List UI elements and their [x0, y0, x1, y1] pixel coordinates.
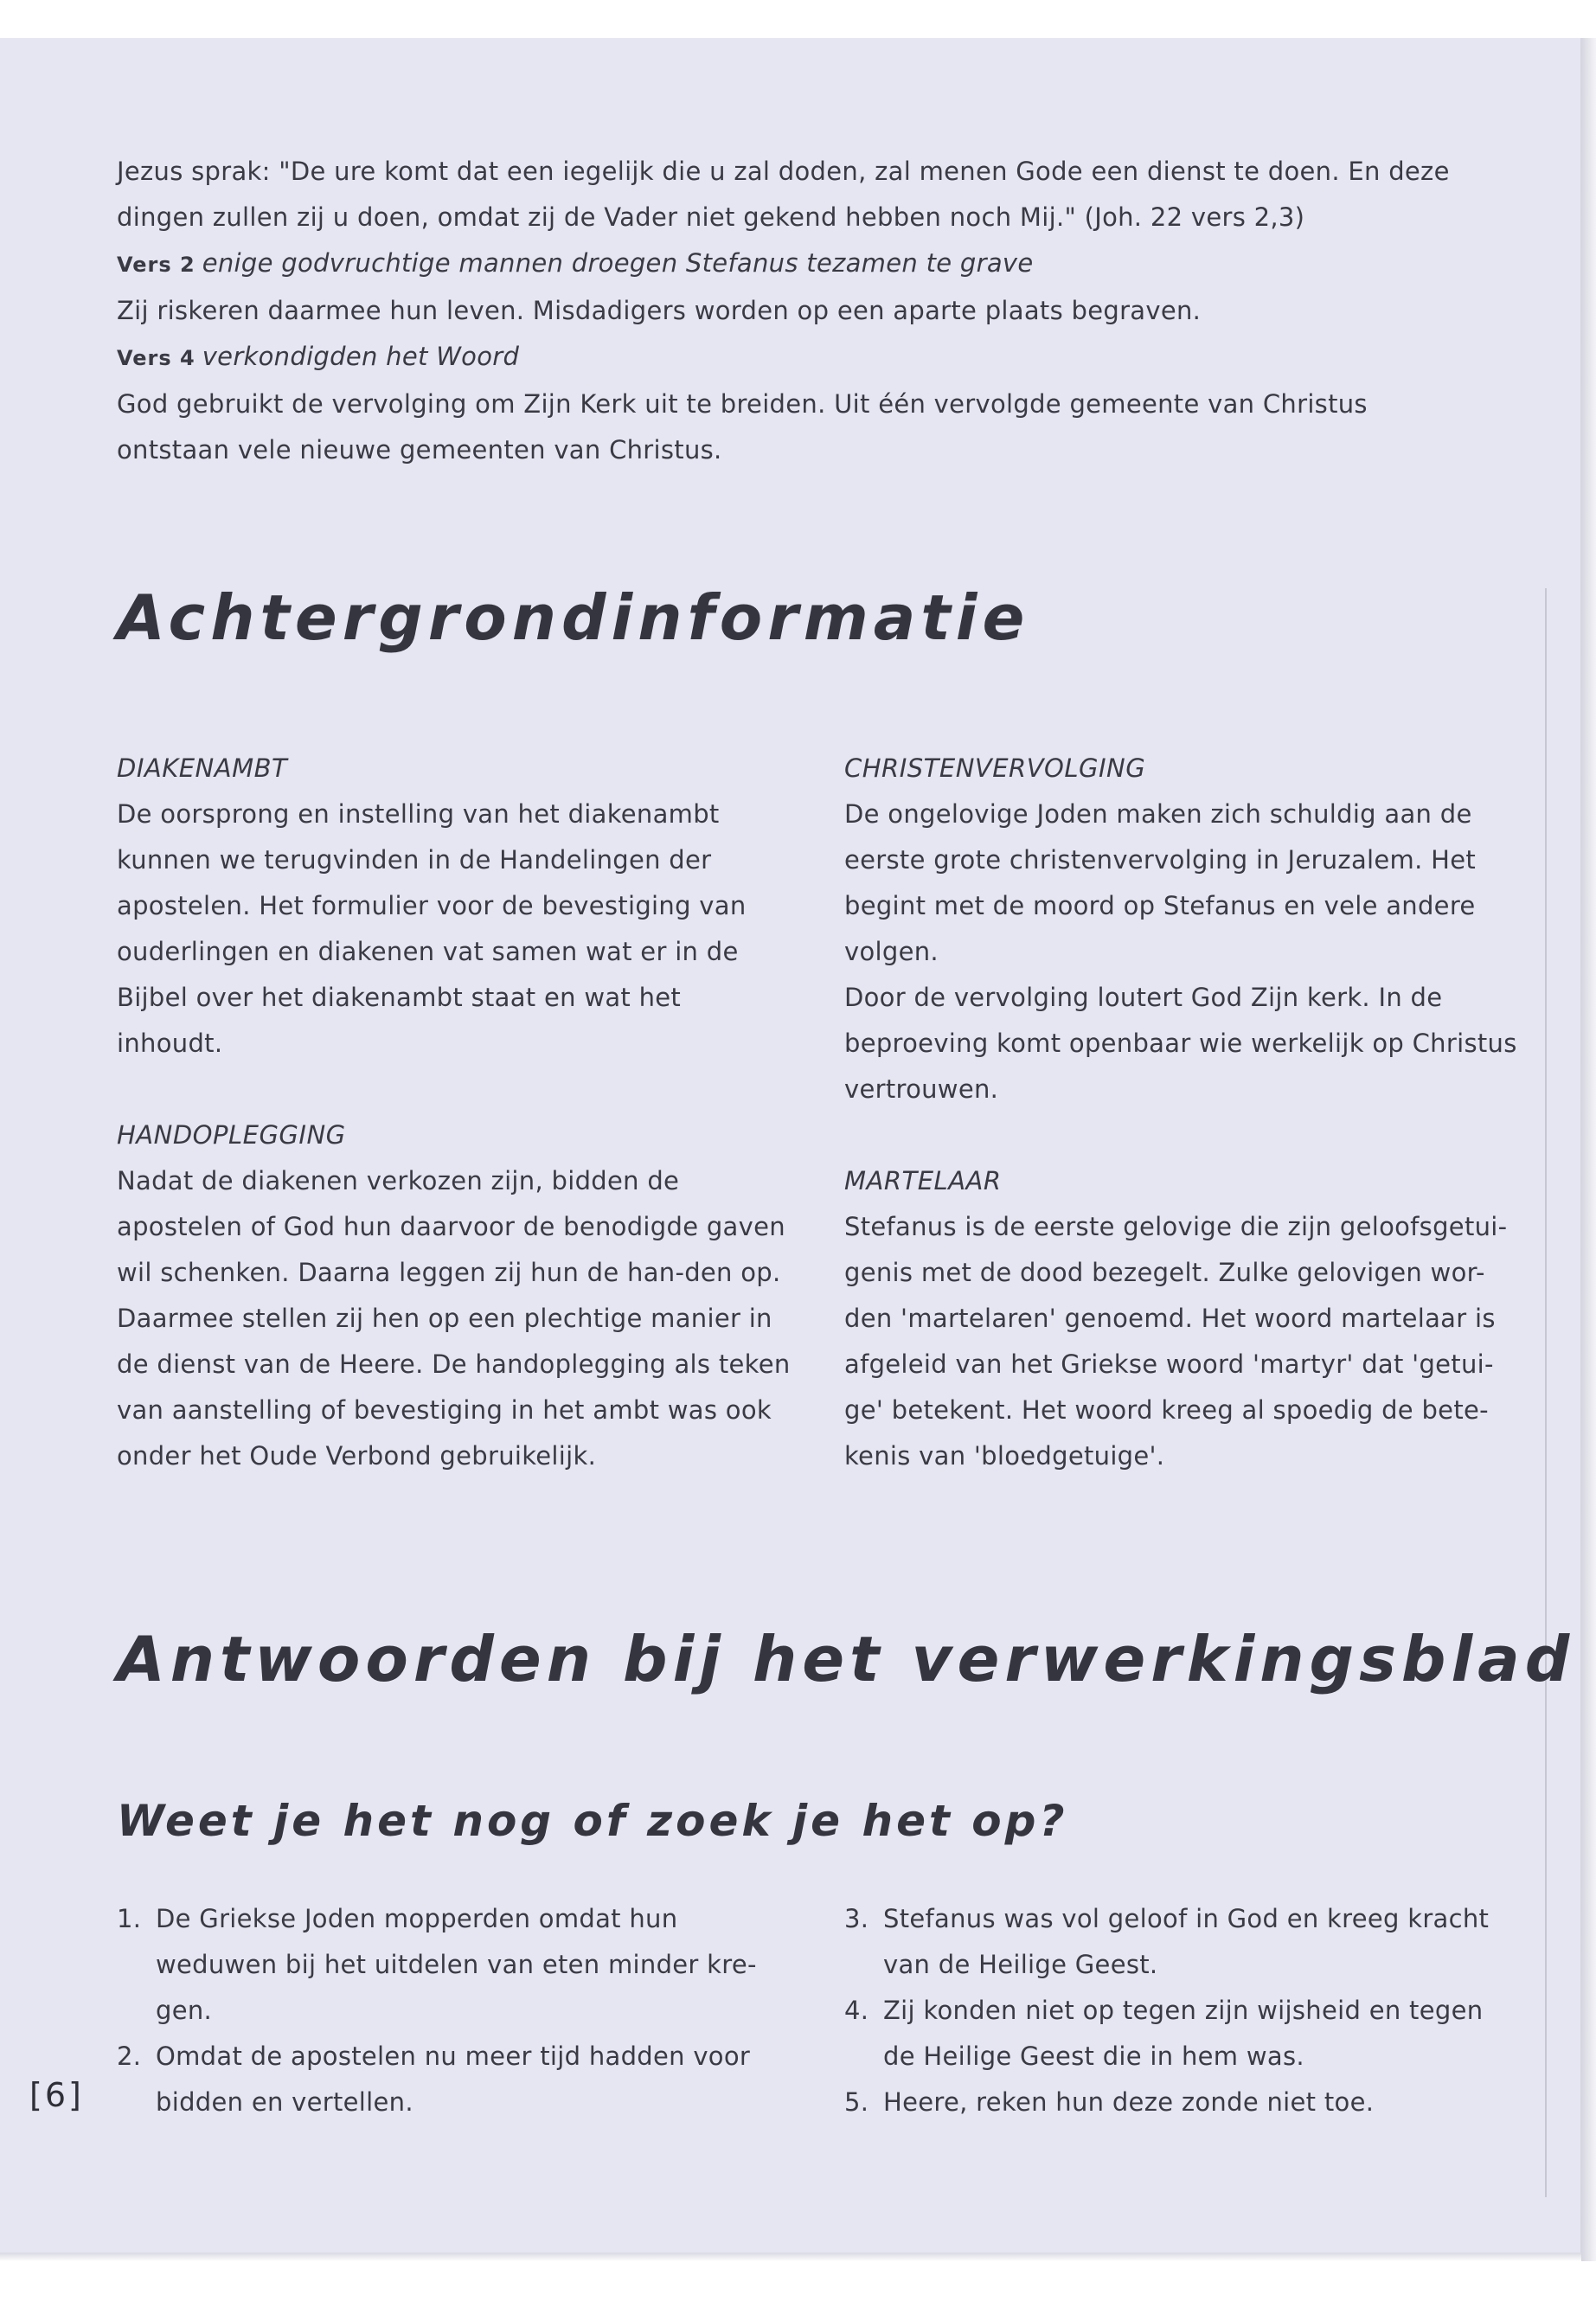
page-bottom-shadow: [0, 2253, 1581, 2261]
christenvervolging-block: [844, 746, 1519, 1112]
vers-4-line: [117, 334, 1484, 381]
martelaar-body: Stefanus is de eerste gelovige die zijn geloofsgetui-genis met de dood bezegelt. Zulke gelovigen wor-den 'martelaren' genoemd. Het woord martelaar is afgeleid van het Griekse woord 'martyr' dat 'getui-ge' betekent. Het woord kreeg al spoedig de bete-kenis van 'bloedgetuige'.: [844, 1212, 1508, 1471]
answer-item: [844, 2080, 1519, 2125]
answer-text: Omdat de apostelen nu meer tijd hadden voor bidden en vertellen.: [156, 2041, 751, 2117]
answers-left-column: [117, 1896, 792, 2125]
answer-number: 5.: [844, 2087, 869, 2117]
answer-item: [844, 1988, 1519, 2080]
vers-2-line: [117, 240, 1484, 288]
christenvervolging-heading: CHRISTENVERVOLGING: [844, 753, 1146, 783]
antwoorden-title: Antwoorden bij het verwerkingsblad: [117, 1623, 1575, 1695]
diakenambt-heading: DIAKENAMBT: [117, 753, 288, 783]
page-number: [6]: [29, 2076, 84, 2114]
answer-text: Zij konden niet op tegen zijn wijsheid en tegen de Heilige Geest die in hem was.: [883, 1996, 1484, 2071]
answer-number: 1.: [117, 1904, 142, 1933]
page-edge: [1580, 38, 1596, 2261]
vers-4-text: verkondigden het Woord: [202, 342, 520, 371]
answer-number: 4.: [844, 1996, 869, 2025]
vers-2-label: Vers 2: [117, 253, 195, 277]
achtergrond-right-column: [844, 746, 1519, 1479]
vers-4-label: Vers 4: [117, 346, 195, 370]
christenvervolging-body-2: Door de vervolging loutert God Zijn kerk. In de beproeving komt openbaar wie werkelijk op Christus vertrouwen.: [844, 983, 1517, 1104]
martelaar-heading: MARTELAAR: [844, 1166, 1002, 1195]
handoplegging-heading: HANDOPLEGGING: [117, 1120, 346, 1150]
vers-2-text: enige godvruchtige mannen droegen Stefanus tezamen te grave: [202, 248, 1034, 278]
answer-number: 2.: [117, 2041, 142, 2071]
diakenambt-body: De oorsprong en instelling van het diakenambt kunnen we terugvinden in de Handelingen der apostelen. Het formulier voor de bevestiging van ouderlingen en diakenen vat samen wat er in de Bijbel over het diakenambt staat en wat het inhoudt.: [117, 799, 747, 1058]
answer-item: [844, 1896, 1519, 1988]
intro-section: [117, 149, 1484, 473]
intro-quote: Jezus sprak: "De ure komt dat een iegelijk die u zal doden, zal menen Gode een dienst te doen. En deze dingen zullen zij u doen, omdat zij de Vader niet gekend hebben noch Mij." (Joh. 22 vers 2,3): [117, 157, 1450, 232]
vers-2-body: Zij riskeren daarmee hun leven. Misdadigers worden op een aparte plaats begraven.: [117, 296, 1202, 325]
antwoorden-subtitle: Weet je het nog of zoek je het op?: [117, 1796, 1068, 1846]
handoplegging-block: [117, 1112, 792, 1479]
page-edge-line: [1545, 588, 1547, 2197]
answer-text: Stefanus was vol geloof in God en kreeg kracht van de Heilige Geest.: [883, 1904, 1490, 1979]
achtergrond-left-column: [117, 746, 792, 1479]
christenvervolging-body-1: De ongelovige Joden maken zich schuldig aan de eerste grote christenvervolging in Jeruzalem. Het begint met de moord op Stefanus en vele andere volgen.: [844, 799, 1477, 966]
diakenambt-block: [117, 746, 792, 1067]
answer-number: 3.: [844, 1904, 869, 1933]
vers-4-body: God gebruikt de vervolging om Zijn Kerk uit te breiden. Uit één vervolgde gemeente van Christus ontstaan vele nieuwe gemeenten van Christus.: [117, 389, 1368, 465]
handoplegging-body: Nadat de diakenen verkozen zijn, bidden de apostelen of God hun daarvoor de benodigde gaven wil schenken. Daarna leggen zij hun de han-den op. Daarmee stellen zij hen op een plechtige manier in de dienst van de Heere. De handoplegging als teken van aanstelling of bevestiging in het ambt was ook onder het Oude Verbond gebruikelijk.: [117, 1166, 791, 1471]
answers-right-column: [844, 1896, 1519, 2125]
achtergrond-title: Achtergrondinformatie: [117, 581, 1030, 654]
answer-text: De Griekse Joden mopperden omdat hun weduwen bij het uitdelen van eten minder kre-gen.: [156, 1904, 757, 2025]
martelaar-block: [844, 1158, 1519, 1479]
answer-text: Heere, reken hun deze zonde niet toe.: [883, 2087, 1375, 2117]
answer-item: [117, 1896, 792, 2034]
answer-item: [117, 2034, 792, 2125]
